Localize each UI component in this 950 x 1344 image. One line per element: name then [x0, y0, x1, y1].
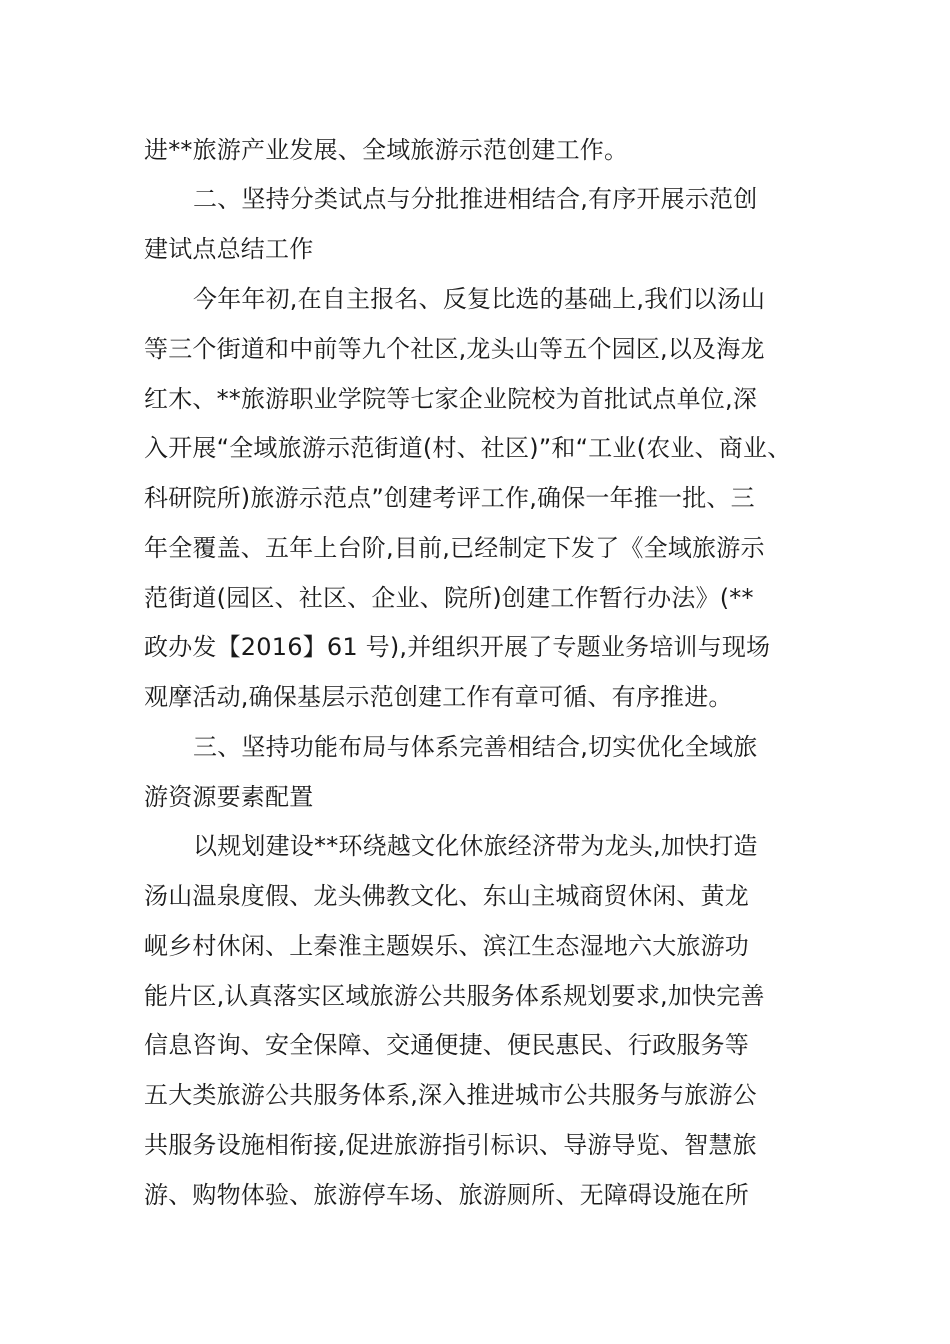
paragraph-line: 年全覆盖、五年上台阶,目前,已经制定下发了《全域旅游示	[144, 534, 765, 562]
paragraph-line: 入开展“全域旅游示范街道(村、社区)”和“工业(农业、商业、	[144, 434, 792, 462]
paragraph-line: 信息咨询、安全保障、交通便捷、便民惠民、行政服务等	[144, 1031, 749, 1059]
paragraph-line: 范街道(园区、社区、企业、院所)创建工作暂行办法》(**	[144, 584, 754, 612]
section-heading: 三、坚持功能布局与体系完善相结合,切实优化全域旅	[193, 733, 758, 761]
paragraph-line: 科研院所)旅游示范点”创建考评工作,确保一年推一批、三	[144, 484, 755, 512]
paragraph-line: 游、购物体验、旅游停车场、旅游厕所、无障碍设施在所	[144, 1181, 749, 1209]
section-heading-continued: 游资源要素配置	[144, 783, 314, 811]
text-line: 进**旅游产业发展、全域旅游示范创建工作。	[144, 136, 629, 164]
section-heading-continued: 建试点总结工作	[144, 235, 314, 263]
section-heading: 二、坚持分类试点与分批推进相结合,有序开展示范创	[193, 185, 758, 213]
paragraph-line: 汤山温泉度假、龙头佛教文化、东山主城商贸休闲、黄龙	[144, 882, 749, 910]
paragraph-line: 五大类旅游公共服务体系,深入推进城市公共服务与旅游公	[144, 1081, 757, 1109]
paragraph-line: 以规划建设**环绕越文化休旅经济带为龙头,加快打造	[193, 832, 758, 860]
paragraph-line: 岘乡村休闲、上秦淮主题娱乐、滨江生态湿地六大旅游功	[144, 932, 749, 960]
paragraph-line: 红木、**旅游职业学院等七家企业院校为首批试点单位,深	[144, 385, 758, 413]
paragraph-line: 等三个街道和中前等九个社区,龙头山等五个园区,以及海龙	[144, 335, 765, 363]
paragraph-line: 政办发【2016】61 号),并组织开展了专题业务培训与现场	[144, 633, 771, 661]
paragraph-line: 观摩活动,确保基层示范创建工作有章可循、有序推进。	[144, 683, 733, 711]
paragraph-line: 今年年初,在自主报名、反复比选的基础上,我们以汤山	[193, 285, 766, 313]
paragraph-line: 能片区,认真落实区域旅游公共服务体系规划要求,加快完善	[144, 982, 765, 1010]
paragraph-line: 共服务设施相衔接,促进旅游指引标识、导游导览、智慧旅	[144, 1131, 757, 1159]
